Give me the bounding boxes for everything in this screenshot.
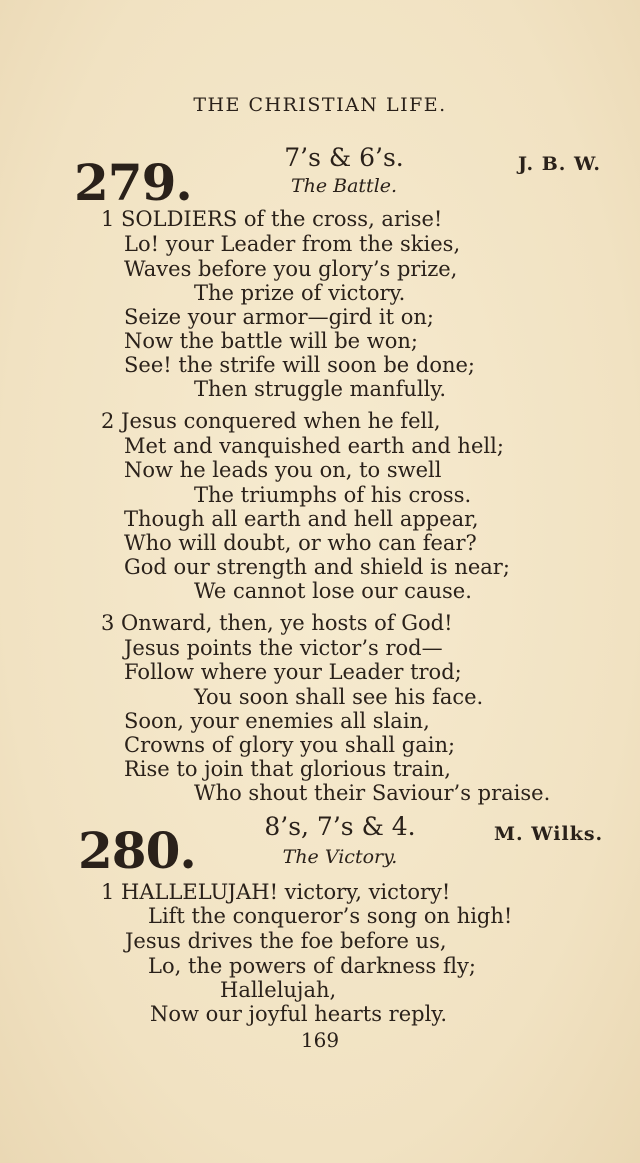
verse-line: Lo, the powers of darkness fly; [148, 954, 476, 978]
verse-line: 1 SOLDIERS of the cross, arise! [101, 207, 443, 231]
verse-line: 2 Jesus conquered when he fell, [101, 409, 441, 433]
verse-line: Soon, your enemies all slain, [124, 709, 430, 733]
verse-line: Seize your armor—gird it on; [124, 305, 434, 329]
verse-line: Now he leads you on, to swell [124, 458, 442, 482]
hymn-number: 280. [78, 821, 196, 880]
verse-line: You soon shall see his face. [194, 685, 484, 709]
verse-line: Who shout their Saviour’s praise. [194, 781, 551, 805]
hymn-meter: 8’s, 7’s & 4. [264, 812, 416, 841]
hymn-title: The Battle. [290, 175, 398, 197]
verse-line: Then struggle manfully. [194, 377, 447, 401]
verse-line: Crowns of glory you shall gain; [124, 733, 456, 757]
hymn-title: The Victory. [282, 846, 398, 868]
hymn-author: M. Wilks. [494, 823, 604, 845]
verse-line: Follow where your Leader trod; [124, 660, 462, 684]
page-number: 169 [300, 1028, 340, 1052]
verse-line: See! the strife will soon be done; [124, 353, 475, 377]
verse-line: 3 Onward, then, ye hosts of God! [101, 611, 453, 635]
verse-line: Who will doubt, or who can fear? [124, 531, 477, 555]
verse-line: The triumphs of his cross. [194, 483, 472, 507]
verse-line: Though all earth and hell appear, [124, 507, 479, 531]
verse-line: Jesus points the victor’s rod— [124, 636, 443, 660]
verse-line: Now the battle will be won; [124, 329, 418, 353]
verse-line: Jesus drives the foe before us, [125, 929, 447, 953]
hymn-meter: 7’s & 6’s. [284, 143, 404, 172]
verse-line: Met and vanquished earth and hell; [124, 434, 504, 458]
verse-line: Lo! your Leader from the skies, [124, 232, 461, 256]
verse-line: Lift the conqueror’s song on high! [148, 904, 513, 928]
verse-line: Hallelujah, [220, 978, 337, 1002]
running-head: THE CHRISTIAN LIFE. [193, 94, 447, 116]
hymn-number: 279. [74, 153, 192, 212]
verse-line: God our strength and shield is near; [124, 555, 510, 579]
hymn-author: J. B. W. [518, 153, 602, 175]
verse-line: Now our joyful hearts reply. [150, 1002, 448, 1026]
verse-line: 1 HALLELUJAH! victory, victory! [101, 880, 451, 904]
verse-line: We cannot lose our cause. [194, 579, 472, 603]
verse-line: Waves before you glory’s prize, [124, 257, 458, 281]
verse-line: Rise to join that glorious train, [124, 757, 451, 781]
verse-line: The prize of victory. [194, 281, 406, 305]
